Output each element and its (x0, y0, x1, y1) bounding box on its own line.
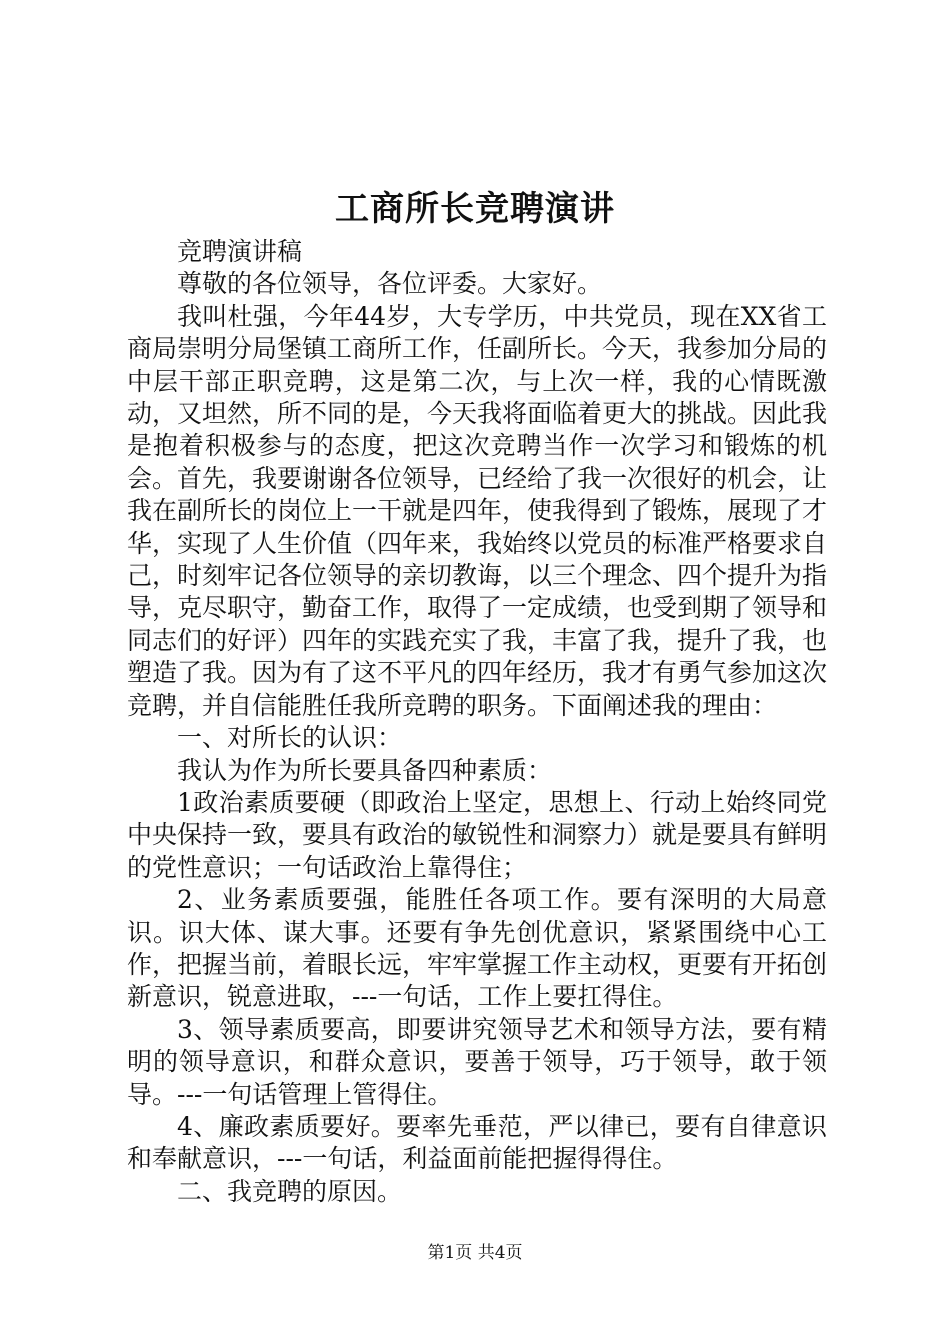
paragraph-quality-integrity: 4、廉政素质要好。要率先垂范，严以律已，要有自律意识和奉献意识，---一句话，利益面前能把握得得住。 (127, 1111, 827, 1174)
paragraph-section-two: 二、我竞聘的原因。 (177, 1176, 403, 1206)
page-footer: 第1页 共4页 (427, 1243, 523, 1263)
paragraph-four-qualities: 我认为作为所长要具备四种素质： (177, 755, 553, 785)
paragraph-quality-political: 1政治素质要硬（即政治上坚定，思想上、行动上始终同党中央保持一致，要具有政治的敏锐性和洞察力）就是要具有鲜明的党性意识；一句话政治上靠得住； (127, 787, 828, 882)
paragraph-introduction: 我叫杜强，今年44岁，大专学历，中共党员，现在XX省工商局崇明分局堡镇工商所工作，任副所长。今天，我参加分局的中层干部正职竞聘，这是第二次，与上次一样，我的心情既激动，又坦然，所不同的是，今天我将面临着更大的挑战。因此我是抱着积极参与的态度，把这次竞聘当作一次学习和锻炼的机会。首先，我要谢谢各位领导，已经给了我一次很好的机会，让我在副所长的岗位上一干就是四年，使我得到了锻炼，展现了才华，实现了人生价值（四年来，我始终以党员的标准严格要求自己，时刻牢记各位领导的亲切教诲，以三个理念、四个提升为指导，克尽职守，勤奋工作，取得了一定成绩，也受到期了领导和同志们的好评）四年的实践充实了我，丰富了我，提升了我，也塑造了我。因为有了这不平凡的四年经历，我才有勇气参加这次竞聘，并自信能胜任我所竞聘的职务。下面阐述我的理由： (127, 301, 828, 720)
document-body (127, 236, 827, 1208)
paragraph-section-one: 一、对所长的认识： (177, 723, 403, 753)
paragraph-heading: 竞聘演讲稿 (177, 237, 303, 266)
paragraph-quality-leadership: 3、领导素质要高，即要讲究领导艺术和领导方法，要有精明的领导意识，和群众意识，要善于领导，巧于领导，敢于领导。---一句话管理上管得住。 (127, 1014, 827, 1109)
paragraph-greeting: 尊敬的各位领导，各位评委。大家好。 (177, 269, 603, 299)
paragraph-quality-professional: 2、业务素质要强，能胜任各项工作。要有深明的大局意识。识大体、谋大事。还要有争先创优意识，紧紧围绕中心工作，把握当前，着眼长远，牢牢掌握工作主动权，更要有开拓创新意识，锐意进取，---一句话，工作上要扛得住。 (127, 885, 828, 1012)
document-title: 工商所长竞聘演讲 (335, 189, 615, 229)
